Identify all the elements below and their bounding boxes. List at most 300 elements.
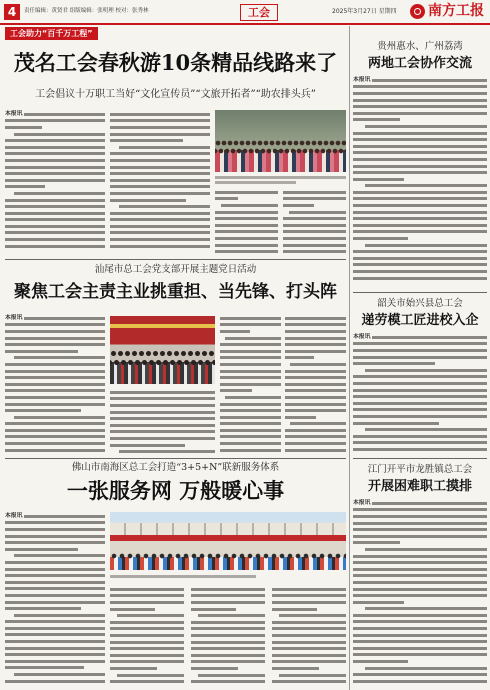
text-line <box>24 317 105 320</box>
headline-shixing: 递劳模工匠进校入企 <box>361 313 479 328</box>
dateline: 本报讯 <box>5 513 23 519</box>
text-line <box>353 658 408 665</box>
text-line <box>283 235 346 242</box>
group-photo <box>215 110 346 172</box>
text-line <box>117 672 184 679</box>
text-line <box>5 177 105 184</box>
text-line <box>353 202 487 209</box>
text-line <box>191 599 265 606</box>
text-line <box>220 315 281 322</box>
text-line <box>353 632 487 639</box>
text-line <box>5 322 105 329</box>
kicker-nanhai: 佛山市南海区总工会打造“3+5+N”联新服务体系 <box>71 462 280 473</box>
article-body-column <box>353 333 487 455</box>
text-line <box>215 189 278 196</box>
text-line <box>353 130 487 137</box>
masthead-logo-icon <box>410 4 425 19</box>
text-line <box>215 196 238 203</box>
text-line <box>14 414 105 421</box>
text-line <box>220 407 281 414</box>
text-line <box>353 209 487 216</box>
kicker-huishui: 贵州惠水、广州荔湾 <box>377 41 463 52</box>
text-line <box>110 230 210 237</box>
text-line <box>5 401 105 408</box>
kicker-shixing: 韶关市始兴县总工会 <box>377 298 463 309</box>
text-line <box>285 381 346 388</box>
text-line <box>290 361 346 368</box>
text-line <box>272 626 346 633</box>
editor-credits: 责任编辑：黄贤君 组版编辑：张明理 校对：张秀林 <box>24 8 149 14</box>
kicker-kaiping: 江门开平市龙胜镇总工会 <box>367 464 473 475</box>
text-line <box>220 374 281 381</box>
text-line <box>272 599 346 606</box>
text-line <box>110 124 210 131</box>
text-line <box>215 242 278 249</box>
headline-nanhai: 一张服务网 万般暖心事 <box>66 478 285 503</box>
text-line <box>285 440 346 447</box>
text-line <box>110 409 215 416</box>
text-line <box>353 268 487 275</box>
text-line <box>353 619 487 626</box>
text-line <box>372 502 487 505</box>
article-body-column <box>110 388 215 455</box>
issue-date: 2025年3月27日 星期四 <box>332 8 397 15</box>
text-line <box>283 242 346 249</box>
text-line <box>353 156 487 163</box>
text-line <box>283 229 346 236</box>
caption-line <box>110 574 256 579</box>
text-line <box>110 415 215 422</box>
text-line <box>285 322 346 329</box>
text-line <box>5 592 105 599</box>
text-line <box>353 90 487 97</box>
text-line <box>225 394 281 401</box>
text-line <box>353 84 487 91</box>
text-line <box>5 164 105 171</box>
text-line <box>285 447 346 454</box>
text-line <box>110 236 210 243</box>
text-line <box>353 97 487 104</box>
text-line <box>110 131 210 138</box>
text-line <box>117 612 184 619</box>
text-line <box>5 605 81 612</box>
text-line <box>5 137 105 144</box>
text-line <box>110 243 210 250</box>
text-line <box>353 176 404 183</box>
headline-maoming: 茂名工会春秋游10条精品线路来了 <box>13 50 338 75</box>
text-line <box>272 639 346 646</box>
text-line <box>5 421 105 428</box>
text-line <box>110 396 215 403</box>
text-line <box>225 335 281 342</box>
headline-kaiping: 开展困难职工摸排 <box>367 479 472 494</box>
text-line <box>110 223 210 230</box>
headline-huishui: 两地工会协作交流 <box>367 56 472 71</box>
text-line <box>5 381 105 388</box>
text-line <box>5 526 105 533</box>
article-lead <box>353 500 487 507</box>
text-line <box>353 169 487 176</box>
text-line <box>272 632 346 639</box>
text-line <box>14 131 105 138</box>
text-line <box>5 388 105 395</box>
text-line <box>365 242 487 249</box>
text-line <box>285 368 346 375</box>
text-line <box>5 230 105 237</box>
text-line <box>285 394 346 401</box>
text-line <box>272 659 346 666</box>
text-line <box>191 652 265 659</box>
text-line <box>283 196 346 203</box>
text-line <box>5 539 105 546</box>
text-line <box>353 360 435 367</box>
event-photo <box>110 316 215 384</box>
text-line <box>14 612 105 619</box>
text-line <box>5 625 105 632</box>
text-line <box>220 427 281 434</box>
text-line <box>14 671 105 678</box>
article-body-column <box>353 76 487 288</box>
text-line <box>220 355 281 362</box>
text-line <box>110 429 215 436</box>
text-line <box>285 407 346 414</box>
text-line <box>285 315 346 322</box>
text-line <box>110 599 184 606</box>
text-line <box>24 113 105 116</box>
text-line <box>110 190 210 197</box>
text-line <box>198 672 265 679</box>
text-line <box>283 222 346 229</box>
text-line <box>353 407 487 414</box>
text-line <box>353 579 487 586</box>
text-line <box>5 328 105 335</box>
text-line <box>353 553 487 560</box>
text-line <box>191 659 265 666</box>
text-line <box>110 402 215 409</box>
photo-caption <box>215 174 346 185</box>
text-line <box>110 678 184 685</box>
text-line <box>215 229 278 236</box>
text-line <box>110 586 184 593</box>
text-line <box>272 665 319 672</box>
text-line <box>5 361 105 368</box>
text-line <box>191 639 265 646</box>
text-line <box>353 559 487 566</box>
text-line <box>353 573 487 580</box>
article-body-column <box>110 585 184 688</box>
text-line <box>285 341 346 348</box>
header-rule <box>0 23 490 25</box>
article-lead <box>5 315 105 322</box>
text-line <box>5 599 105 606</box>
text-line <box>5 665 84 672</box>
text-line <box>110 442 185 449</box>
section-divider <box>353 292 487 293</box>
text-line <box>110 639 184 646</box>
article-lead <box>353 77 487 84</box>
text-line <box>365 546 487 553</box>
article-body-column <box>353 499 487 688</box>
text-line <box>353 400 487 407</box>
dateline: 本报讯 <box>5 315 23 321</box>
text-line <box>110 652 184 659</box>
text-line <box>353 540 400 547</box>
text-line <box>5 632 105 639</box>
text-line <box>353 255 487 262</box>
text-line <box>110 606 155 613</box>
text-line <box>5 559 105 566</box>
text-line <box>353 189 487 196</box>
article-body-column <box>5 512 105 688</box>
section-divider <box>5 458 346 459</box>
text-line <box>353 638 487 645</box>
text-line <box>191 632 265 639</box>
text-line <box>191 678 265 685</box>
text-line <box>220 440 281 447</box>
text-line <box>5 440 105 447</box>
kicker-shanwei: 汕尾市总工会党支部开展主题党日活动 <box>94 264 257 275</box>
article-body-column <box>191 585 265 688</box>
building-photo <box>110 512 346 570</box>
text-line <box>272 593 346 600</box>
subheadline-maoming: 工会倡议十万职工当好“文化宣传员”“文旅开拓者”“助农排头兵” <box>35 89 316 100</box>
masthead-title: 南方工报 <box>428 3 484 19</box>
text-line <box>5 619 105 626</box>
text-line <box>285 348 346 355</box>
dateline: 本报讯 <box>353 77 371 83</box>
text-line <box>353 262 487 269</box>
text-line <box>220 401 281 408</box>
text-line <box>110 157 210 164</box>
text-line <box>5 223 105 230</box>
text-line <box>5 427 105 434</box>
text-line <box>191 626 265 633</box>
text-line <box>110 626 184 633</box>
text-line <box>353 374 487 381</box>
text-line <box>110 632 184 639</box>
text-line <box>283 215 346 222</box>
dateline: 本报讯 <box>353 500 371 506</box>
text-line <box>110 422 215 429</box>
text-line <box>5 341 105 348</box>
text-line <box>353 420 439 427</box>
section-label: 工会 <box>240 4 278 21</box>
text-line <box>5 374 105 381</box>
text-line <box>5 572 105 579</box>
text-line <box>353 163 487 170</box>
text-line <box>5 394 105 401</box>
text-line <box>285 328 346 335</box>
text-line <box>191 586 265 593</box>
text-line <box>14 553 105 560</box>
text-line <box>14 355 105 362</box>
topic-tag: 工会助力“百千万工程” <box>5 27 98 40</box>
text-line <box>119 203 210 210</box>
text-line <box>5 638 105 645</box>
text-line <box>220 368 281 375</box>
text-line <box>353 393 487 400</box>
article-lead <box>5 513 105 520</box>
text-line <box>5 203 105 210</box>
text-line <box>220 348 281 355</box>
text-line <box>353 215 487 222</box>
text-line <box>215 209 278 216</box>
text-line <box>14 190 105 197</box>
text-line <box>353 136 487 143</box>
text-line <box>5 144 105 151</box>
text-line <box>285 355 314 362</box>
text-line <box>220 328 250 335</box>
text-line <box>353 533 487 540</box>
text-line <box>353 513 487 520</box>
text-line <box>5 651 105 658</box>
text-line <box>353 347 487 354</box>
text-line <box>191 593 265 600</box>
text-line <box>353 248 487 255</box>
text-line <box>353 446 487 453</box>
text-line <box>220 322 281 329</box>
text-line <box>272 586 346 593</box>
text-line <box>5 368 105 375</box>
text-line <box>110 111 210 118</box>
text-line <box>5 197 105 204</box>
text-line <box>353 229 487 236</box>
text-line <box>110 170 210 177</box>
dateline: 本报讯 <box>353 334 371 340</box>
text-line <box>289 209 346 216</box>
text-line <box>353 612 487 619</box>
text-line <box>353 341 487 348</box>
text-line <box>220 381 281 388</box>
article-body-column <box>215 188 278 256</box>
text-line <box>110 151 210 158</box>
text-line <box>110 137 183 144</box>
text-line <box>353 652 487 659</box>
text-line <box>110 217 210 224</box>
text-line <box>5 586 105 593</box>
text-line <box>272 645 346 652</box>
text-line <box>110 645 184 652</box>
text-line <box>119 144 210 151</box>
text-line <box>285 374 346 381</box>
text-line <box>365 606 487 613</box>
text-line <box>365 183 487 190</box>
text-line <box>353 440 487 447</box>
text-line <box>285 427 346 434</box>
text-line <box>5 447 105 454</box>
text-line <box>5 434 105 441</box>
text-line <box>353 387 487 394</box>
text-line <box>353 235 408 242</box>
text-line <box>5 124 42 131</box>
text-line <box>353 110 487 117</box>
text-line <box>215 222 278 229</box>
section-divider <box>353 458 487 459</box>
text-line <box>353 275 487 282</box>
text-line <box>372 79 487 82</box>
page-number: 4 <box>4 4 20 20</box>
text-line <box>110 210 210 217</box>
text-line <box>110 118 210 125</box>
text-line <box>5 348 78 355</box>
text-line <box>353 117 400 124</box>
text-line <box>5 236 105 243</box>
text-line <box>215 235 278 242</box>
text-line <box>272 619 346 626</box>
text-line <box>353 380 487 387</box>
text-line <box>198 612 265 619</box>
article-body-column <box>283 188 346 256</box>
article-lead <box>353 334 487 341</box>
text-line <box>365 367 487 374</box>
text-line <box>353 413 487 420</box>
text-line <box>353 566 487 573</box>
text-line <box>5 579 105 586</box>
text-line <box>353 520 487 527</box>
text-line <box>5 217 105 224</box>
text-line <box>365 123 487 130</box>
text-line <box>191 645 265 652</box>
text-line <box>220 361 281 368</box>
text-line <box>191 606 236 613</box>
text-line <box>191 619 265 626</box>
text-line <box>221 202 278 209</box>
text-line <box>220 447 281 454</box>
text-line <box>220 341 281 348</box>
column-divider <box>349 26 350 690</box>
text-line <box>353 143 487 150</box>
article-body-column <box>220 314 281 455</box>
article-body-column <box>110 110 210 256</box>
text-line <box>5 151 105 158</box>
text-line <box>5 520 105 527</box>
text-line <box>119 448 215 455</box>
text-line <box>353 150 487 157</box>
text-line <box>110 197 186 204</box>
text-line <box>353 103 487 110</box>
text-line <box>110 593 184 600</box>
text-line <box>353 645 487 652</box>
text-line <box>353 678 487 685</box>
text-line <box>110 177 210 184</box>
text-line <box>24 515 105 518</box>
text-line <box>215 215 278 222</box>
text-line <box>353 599 404 606</box>
article-body-column <box>272 585 346 688</box>
text-line <box>220 388 252 395</box>
text-line <box>279 672 346 679</box>
text-line <box>353 586 487 593</box>
text-line <box>285 388 346 395</box>
text-line <box>5 566 105 573</box>
text-line <box>5 407 81 414</box>
text-line <box>285 434 346 441</box>
text-line <box>5 210 105 217</box>
text-line <box>272 606 317 613</box>
text-line <box>372 336 487 339</box>
text-line <box>110 435 215 442</box>
text-line <box>283 202 314 209</box>
text-line <box>5 184 45 191</box>
text-line <box>110 389 215 396</box>
text-line <box>5 118 105 125</box>
text-line <box>5 243 105 250</box>
photo-caption <box>110 573 346 583</box>
text-line <box>353 222 487 229</box>
text-line <box>283 248 346 255</box>
text-line <box>283 189 346 196</box>
caption-line <box>215 180 296 185</box>
